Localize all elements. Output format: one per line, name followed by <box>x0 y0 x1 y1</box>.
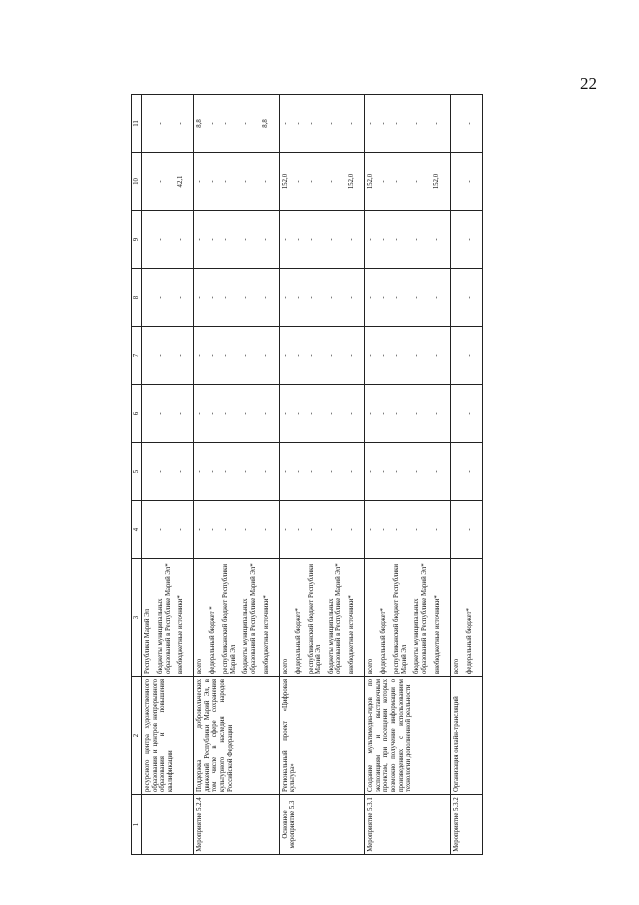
amount-value: - <box>465 528 473 531</box>
amount-column <box>142 385 194 443</box>
amount-column <box>279 327 364 385</box>
amount-column <box>279 385 364 443</box>
amount-value: - <box>222 122 230 125</box>
amount-value: - <box>413 122 421 125</box>
amount-value: - <box>413 296 421 299</box>
measure-code: Мероприятие 5.3.2 <box>450 795 482 855</box>
amount-value: - <box>307 180 315 183</box>
amount-value: - <box>367 354 375 357</box>
page-number: 22 <box>580 74 597 93</box>
amount-column <box>142 269 194 327</box>
budget-table-sheet <box>131 95 589 855</box>
amount-value: - <box>393 354 401 357</box>
amount-value: - <box>242 470 250 473</box>
amount-value: - <box>380 296 388 299</box>
amount-value: - <box>393 122 401 125</box>
amount-value: - <box>380 122 388 125</box>
table-body <box>142 95 483 855</box>
amount-value: - <box>242 354 250 357</box>
amount-value: - <box>177 354 184 357</box>
amount-value: - <box>281 296 289 299</box>
amount-value: - <box>433 354 441 357</box>
amount-value: - <box>413 470 421 473</box>
amount-value: - <box>222 296 230 299</box>
amount-column <box>450 269 482 327</box>
amount-value: - <box>367 296 375 299</box>
amount-value: - <box>157 296 164 299</box>
funding-source: внебюджетные источники* <box>348 595 356 674</box>
amount-column <box>450 95 482 153</box>
funding-sources <box>365 559 450 677</box>
amount-value: - <box>327 122 335 125</box>
amount-column <box>142 327 194 385</box>
amount-value: - <box>307 528 315 531</box>
amount-value: - <box>327 180 335 183</box>
amount-value: - <box>367 470 375 473</box>
amount-value: - <box>307 470 315 473</box>
amount-value: - <box>209 122 217 125</box>
measure-code <box>142 795 194 855</box>
amount-column <box>450 385 482 443</box>
amount-column <box>279 153 364 211</box>
amount-value: - <box>196 354 204 357</box>
amount-value: - <box>177 296 184 299</box>
amount-value: - <box>413 354 421 357</box>
funding-source: всего <box>196 658 204 674</box>
funding-source: федеральный бюджет* <box>380 608 388 674</box>
column-header: 7 <box>132 327 142 385</box>
funding-sources <box>450 559 482 677</box>
amount-value: 152,0 <box>433 173 441 190</box>
amount-value: - <box>281 528 289 531</box>
amount-column <box>365 269 450 327</box>
amount-value: - <box>242 180 250 183</box>
amount-value: - <box>262 238 270 241</box>
amount-value: - <box>393 180 401 183</box>
amount-value: - <box>433 412 441 415</box>
column-header: 4 <box>132 501 142 559</box>
amount-column <box>365 385 450 443</box>
amount-value: - <box>242 296 250 299</box>
funding-source: федеральный бюджет* <box>465 608 473 674</box>
amount-value: - <box>294 412 302 415</box>
table-row <box>142 95 194 855</box>
amount-column <box>450 153 482 211</box>
amount-column <box>142 153 194 211</box>
amount-value: - <box>177 238 184 241</box>
amount-value: - <box>262 296 270 299</box>
amount-column <box>194 211 279 269</box>
amount-value <box>453 503 461 556</box>
amount-value: - <box>262 412 270 415</box>
amount-value: - <box>157 180 164 183</box>
amount-column <box>194 269 279 327</box>
amount-value: - <box>222 412 230 415</box>
amount-value <box>144 213 152 266</box>
amount-value: - <box>465 238 473 241</box>
amount-column <box>365 501 450 559</box>
amount-column <box>279 443 364 501</box>
amount-value: - <box>347 354 355 357</box>
amount-value <box>453 329 461 382</box>
amount-column <box>450 443 482 501</box>
amount-value: - <box>327 412 335 415</box>
amount-value: - <box>157 470 164 473</box>
header-row <box>132 95 142 855</box>
amount-value: - <box>209 180 217 183</box>
amount-value: - <box>433 470 441 473</box>
table-row <box>450 95 482 855</box>
amount-value: - <box>380 528 388 531</box>
amount-value: - <box>465 470 473 473</box>
amount-value: - <box>262 354 270 357</box>
amount-column <box>142 501 194 559</box>
amount-value: - <box>380 470 388 473</box>
amount-value: - <box>294 296 302 299</box>
amount-value: - <box>157 354 164 357</box>
amount-value: 152,0 <box>281 173 289 190</box>
funding-source: всего <box>452 658 460 674</box>
funding-sources <box>194 559 279 677</box>
amount-value: 42,1 <box>177 175 184 188</box>
amount-value: - <box>367 122 375 125</box>
budget-table <box>131 94 483 855</box>
amount-value: - <box>294 470 302 473</box>
amount-value: - <box>393 470 401 473</box>
amount-value: - <box>177 122 184 125</box>
amount-column <box>194 443 279 501</box>
amount-value: - <box>307 238 315 241</box>
funding-source: внебюджетные источники* <box>433 595 441 674</box>
column-header: 9 <box>132 211 142 269</box>
table-row <box>365 95 450 855</box>
amount-value: - <box>177 412 184 415</box>
amount-value: - <box>433 296 441 299</box>
amount-value: - <box>307 296 315 299</box>
amount-value: - <box>347 470 355 473</box>
measure-code: Мероприятие 5.3.1 <box>365 795 450 855</box>
measure-code: Мероприятие 5.2.4 <box>194 795 279 855</box>
amount-column <box>365 211 450 269</box>
column-header: 1 <box>132 795 142 855</box>
amount-value: - <box>242 122 250 125</box>
amount-value <box>453 387 461 440</box>
amount-value: - <box>209 470 217 473</box>
amount-value: - <box>222 470 230 473</box>
amount-value: - <box>196 412 204 415</box>
amount-column <box>142 443 194 501</box>
amount-value: - <box>433 122 441 125</box>
amount-value: - <box>433 238 441 241</box>
amount-column <box>365 95 450 153</box>
amount-value: - <box>209 296 217 299</box>
column-header: 5 <box>132 443 142 501</box>
amount-value: - <box>465 122 473 125</box>
amount-column <box>450 211 482 269</box>
amount-value: 152,0 <box>347 173 355 190</box>
amount-value <box>453 271 461 324</box>
amount-column <box>279 211 364 269</box>
amount-value: - <box>393 412 401 415</box>
column-header: 6 <box>132 385 142 443</box>
amount-value: - <box>222 354 230 357</box>
amount-column <box>194 153 279 211</box>
amount-value: - <box>393 528 401 531</box>
amount-value: - <box>307 412 315 415</box>
funding-source: республиканский бюджет Республики Марий Эл <box>222 563 237 674</box>
amount-value: - <box>347 238 355 241</box>
amount-column <box>142 211 194 269</box>
measure-code: Основное мероприятие 5.3 <box>279 795 364 855</box>
amount-value: - <box>367 238 375 241</box>
funding-source: Республики Марий Эл <box>144 608 151 674</box>
measure-title: Создание мультимедиа-гидов по экспозициям и выставочным проектам, при посещении которых возможно получение информации о произведениях с использованием технологии дополненной реальности <box>365 677 450 795</box>
amount-value <box>453 97 461 150</box>
amount-value: - <box>413 528 421 531</box>
amount-value: - <box>262 528 270 531</box>
funding-source: республиканский бюджет Республики Марий Эл <box>393 563 408 674</box>
amount-column <box>365 327 450 385</box>
amount-value: - <box>367 412 375 415</box>
amount-value: - <box>281 470 289 473</box>
amount-value: - <box>413 412 421 415</box>
amount-value: - <box>294 180 302 183</box>
amount-value: - <box>380 412 388 415</box>
amount-value: - <box>177 470 184 473</box>
amount-value: 8,8 <box>262 119 270 128</box>
column-header: 8 <box>132 269 142 327</box>
amount-column <box>450 501 482 559</box>
amount-value: - <box>393 238 401 241</box>
funding-source: всего <box>281 658 289 674</box>
amount-value <box>453 155 461 208</box>
amount-value: - <box>196 180 204 183</box>
amount-value: 8,8 <box>196 119 204 128</box>
measure-title: Организация онлайн-трансляций <box>450 677 482 795</box>
amount-value: - <box>281 412 289 415</box>
amount-value: - <box>327 238 335 241</box>
amount-value: - <box>222 180 230 183</box>
amount-value: - <box>196 470 204 473</box>
amount-value <box>144 445 152 498</box>
amount-value: - <box>262 180 270 183</box>
amount-value: - <box>307 354 315 357</box>
amount-column <box>365 443 450 501</box>
amount-value: - <box>347 296 355 299</box>
amount-value: - <box>281 122 289 125</box>
funding-source: бюджеты муниципальных образований в Республике Марий Эл* <box>242 563 258 674</box>
column-header: 3 <box>132 559 142 677</box>
amount-value: - <box>222 528 230 531</box>
amount-value: - <box>465 412 473 415</box>
amount-column <box>194 501 279 559</box>
amount-value: - <box>222 238 230 241</box>
amount-value: - <box>157 238 164 241</box>
amount-value <box>453 445 461 498</box>
amount-value: - <box>413 180 421 183</box>
amount-value: - <box>294 354 302 357</box>
table-row <box>279 95 364 855</box>
column-header: 11 <box>132 95 142 153</box>
funding-source: федеральный бюджет* <box>294 608 302 674</box>
table-row <box>194 95 279 855</box>
funding-source: федеральный бюджет * <box>209 606 217 674</box>
funding-sources <box>142 559 194 677</box>
amount-column <box>279 95 364 153</box>
amount-value: - <box>380 238 388 241</box>
amount-value: - <box>209 354 217 357</box>
funding-source: внебюджетные источники* <box>177 595 185 674</box>
amount-value: - <box>196 528 204 531</box>
amount-value: - <box>196 238 204 241</box>
measure-title: Поддержка добровольческих движений Республики Марий Эл, в том числе в сфере сохранения культурного наследия народов Российской Федерации <box>194 677 279 795</box>
amount-value <box>144 271 152 324</box>
amount-value: - <box>242 528 250 531</box>
amount-value: - <box>393 296 401 299</box>
amount-value: - <box>242 412 250 415</box>
amount-value: - <box>380 354 388 357</box>
amount-value: - <box>465 354 473 357</box>
amount-value: - <box>307 122 315 125</box>
column-header: 2 <box>132 677 142 795</box>
amount-column <box>365 153 450 211</box>
amount-value: - <box>327 528 335 531</box>
measure-title: ресурсного центра художественного образования и центров непрерывного образования и повышения квалификации <box>142 677 194 795</box>
amount-value: - <box>281 354 289 357</box>
amount-value: - <box>294 122 302 125</box>
amount-value: - <box>347 412 355 415</box>
funding-source: внебюджетные источники* <box>262 595 270 674</box>
amount-column <box>194 327 279 385</box>
amount-value: - <box>294 528 302 531</box>
amount-column <box>279 501 364 559</box>
amount-column <box>450 327 482 385</box>
amount-value <box>144 155 152 208</box>
amount-value: - <box>433 528 441 531</box>
amount-value: - <box>367 528 375 531</box>
amount-value: - <box>327 354 335 357</box>
amount-value: - <box>327 470 335 473</box>
amount-value <box>144 97 152 150</box>
amount-value: - <box>157 528 164 531</box>
amount-value: - <box>413 238 421 241</box>
amount-value: - <box>281 238 289 241</box>
funding-source: республиканский бюджет Республики Марий Эл <box>307 563 323 674</box>
measure-title: Региональный проект «Цифровая культура» <box>279 677 364 795</box>
amount-value: - <box>347 528 355 531</box>
amount-value: - <box>262 470 270 473</box>
amount-value: - <box>242 238 250 241</box>
amount-value <box>144 503 152 556</box>
funding-source: бюджеты муниципальных образований в Республике Марий Эл* <box>413 563 428 674</box>
amount-value: - <box>327 296 335 299</box>
amount-value: - <box>157 412 164 415</box>
amount-value <box>144 329 152 382</box>
amount-value <box>453 213 461 266</box>
funding-source: бюджеты муниципальных образований в Республике Марий Эл* <box>327 563 343 674</box>
amount-value: - <box>347 122 355 125</box>
amount-value: - <box>177 528 184 531</box>
amount-value: - <box>157 122 164 125</box>
amount-value: - <box>294 238 302 241</box>
amount-value: - <box>209 528 217 531</box>
amount-column <box>279 269 364 327</box>
amount-value: 152,0 <box>367 173 375 190</box>
amount-value: - <box>465 180 473 183</box>
funding-source: бюджеты муниципальных образований в Республике Марий Эл* <box>157 563 172 674</box>
amount-column <box>142 95 194 153</box>
column-header: 10 <box>132 153 142 211</box>
amount-column <box>194 95 279 153</box>
amount-column <box>194 385 279 443</box>
amount-value: - <box>465 296 473 299</box>
amount-value: - <box>209 412 217 415</box>
amount-value <box>144 387 152 440</box>
amount-value: - <box>380 180 388 183</box>
amount-value: - <box>196 296 204 299</box>
amount-value: - <box>209 238 217 241</box>
funding-source: всего <box>367 658 375 674</box>
funding-sources <box>279 559 364 677</box>
